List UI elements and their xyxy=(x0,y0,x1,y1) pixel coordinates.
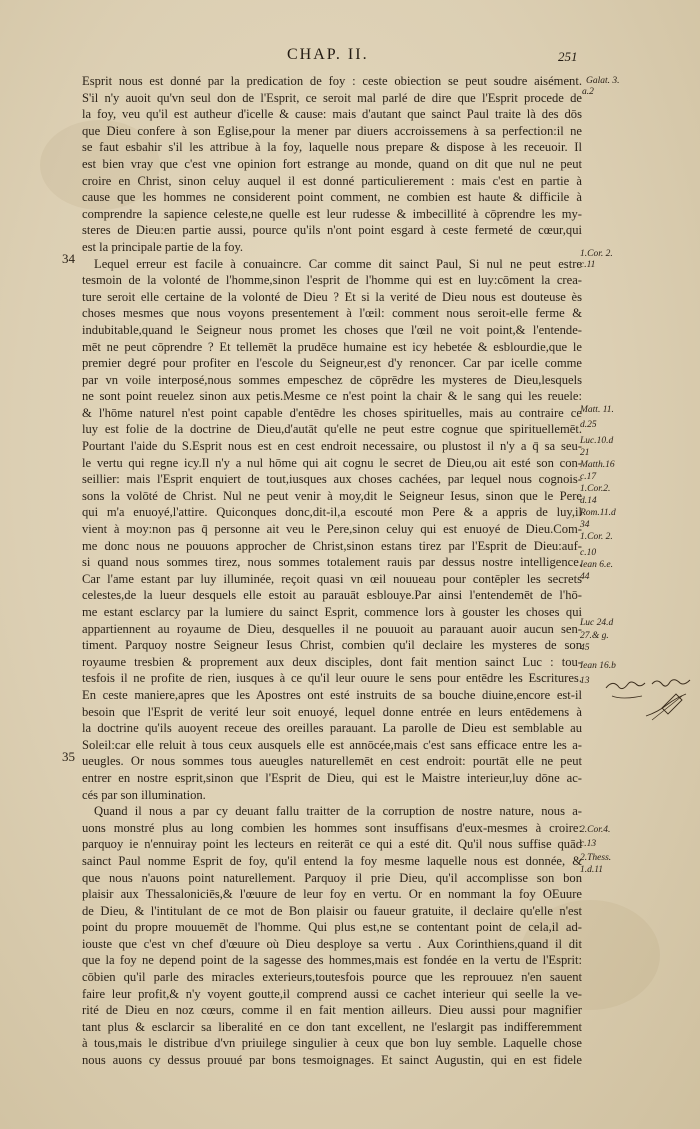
margin-note: Galat. 3. xyxy=(586,76,620,86)
text-line: premier degré pour profiter en l'escole du Seigneur,est d'y renoncer. Car par icelle comme xyxy=(82,356,582,371)
margin-note: d.14 xyxy=(580,496,597,506)
text-line: Pourtant l'aide du S.Esprit nous est en cest endroit necessaire, ou plustost il n'y a q̄ sa seu- xyxy=(82,439,582,454)
text-line: tant plus & esclarcir sa liberalité en ce don tant excellent, ne l'eslargit pas indifferemment xyxy=(82,1019,582,1034)
text-line: sainct Paul nomme Esprit de foy, qu'il entend la foy mesme laquelle nous est donnée, & xyxy=(82,853,582,868)
margin-note: 13 xyxy=(580,676,590,686)
margin-note: 1.Cor. 2. xyxy=(580,532,613,542)
margin-note: 21 xyxy=(580,448,590,458)
margin-note: a.2 xyxy=(582,87,594,97)
text-line: que nous n'auons point naturellement. Parquoy il prie Dieu, qu'il accomplisse son bon xyxy=(82,870,582,885)
text-line: Quand il nous a par cy deuant fallu traitter de la corruption de nostre nature, nous a- xyxy=(94,804,582,819)
text-line: que la foy ne depend point de la sagesse des hommes,mais est fondée en la vertu de l'Esprit: xyxy=(82,953,582,968)
running-head: CHAP. II. xyxy=(287,46,369,63)
text-line: cés par son illumination. xyxy=(82,787,206,802)
margin-note: Luc.10.d xyxy=(580,436,614,446)
margin-note: Rom.11.d xyxy=(580,508,616,518)
text-line: tesmoin de la volonté de l'homme,sinon l'esprit de l'homme qui est en luy:cōment la crea- xyxy=(82,273,582,288)
text-line: & l'hōme naturel n'est point capable d'entēdre les choses spirituelles, mais au contraire ce xyxy=(82,405,582,420)
text-line: croire en Christ, sinon celuy auquel il est donné particulierement : mais c'est en partie à xyxy=(82,173,582,188)
text-line: cause que les hommes ne considerent point comment, ne combien est haute & difficile à xyxy=(82,190,582,205)
text-line: iouste que c'est vn chef d'œuure où Dieu desploye sa vertu . Aux Corinthiens,quand il dit xyxy=(82,936,582,951)
text-line: Esprit nous est donné par la predication de foy : ceste obiection se peut soudre aisément. xyxy=(82,74,582,88)
text-line: me donc nous ne pouuons approcher de Christ,sinon estans tirez par l'Esprit de Dieu:auf- xyxy=(82,538,582,553)
margin-note: Matth.16 xyxy=(580,460,615,470)
handwritten-annotation-icon xyxy=(602,668,698,728)
text-line: de Dieu, & l'intitulant de ce mot de Bon plaisir ou faueur gratuite, il declaire qu'elle n'est xyxy=(82,903,582,918)
text-line: timent. Parquoy nostre Seigneur Iesus Christ, combien qu'il declaire les mysteres de son xyxy=(82,638,582,653)
text-line: En ceste maniere,apres que les Apostres ont esté instruits de sa bouche diuine,encore est-il xyxy=(82,687,582,702)
margin-note: c.11 xyxy=(580,260,596,270)
text-line: S'il n'y auoit qu'vn seul don de l'Esprit, ce seroit mal parlé de dire que l'Esprit procede de xyxy=(82,90,582,105)
text-line: plaisir aux Thessaloniciēs,& l'œuure de leur foy en vertu. Or en nommant la foy OEuure xyxy=(82,887,582,902)
text-line: sons la volōté de Christ. Nul ne peut venir à moy,dit le Seigneur Iesus, sinon que le Pere xyxy=(82,488,582,503)
text-line: le vertu qui regne icy.Il n'y a nul hōme qui ait cognu le secret de Dieu,ou ait esté son con- xyxy=(82,455,582,470)
text-line: indubitable,quand le Seigneur nous promet les choses que l'œil ne voit point,& l'entende- xyxy=(82,322,582,337)
text-line: vient à moy:non pas q̄ personne ait veu le Pere,sinon celuy qui est enuoyé de Dieu.Com- xyxy=(82,522,582,537)
margin-note: Iean 16.b xyxy=(580,661,616,671)
text-line: faire leur profit,& n'y voyent goutte,il comprend aussi ce cachet interieur qui seelle la ve- xyxy=(82,986,582,1001)
text-line: royaume tresbien & proprement aux deux disciples, dont fait mention sainct Luc : tou- xyxy=(82,654,582,669)
margin-note: c.17 xyxy=(580,472,597,482)
text-line: mēt ne peut cōprendre ? Et tellemēt la prudēce humaine est icy hebetée & esblourdie,que le xyxy=(82,339,582,354)
text-line: par vn voile interposé,nous sommes empeschez de cōprēdre les mysteres de Dieu,lesquels xyxy=(82,372,582,387)
text-line: nous auons cy dessus prouué par bons tesmoignages. Et sainct Augustin, qui en est fidele xyxy=(82,1053,582,1068)
margin-note: d.25 xyxy=(580,420,597,430)
margin-note: Iean 6.e. xyxy=(580,560,613,570)
body-text xyxy=(82,73,582,1069)
text-line: est bien vray que c'est vne opinion fort estrange au monde, quand on dit que nul ne peut xyxy=(82,156,582,171)
page-header xyxy=(0,46,700,70)
margin-note: 1.d.11 xyxy=(580,865,604,875)
text-line: entrer en nostre esprit,sinon que l'Esprit de Dieu, qui est le Maistre interieur,luy dōne ac- xyxy=(82,770,582,785)
margin-note: Matt. 11. xyxy=(580,405,614,415)
text-line: besoin que l'Esprit de verité leur soit enuoyé, lequel donne entrée en leurs entēdemens à xyxy=(82,704,582,719)
text-line: point du propre mouuemēt de l'homme. Qui plus est,ne se contentant point de cela,il ad- xyxy=(82,920,582,935)
text-line: la foy, veu qu'il est autheur d'icelle & cause: mais d'autant que sainct Paul traite là des dōs xyxy=(82,107,582,122)
text-line: ueugles. Or nous sommes tous aueugles naturellemēt en cest endroit: pourtāt elle ne peut xyxy=(82,754,582,769)
text-line: rité de Dieu en noz cœurs, comme il en fait mention ailleurs. Dieu aussi pour magnifier xyxy=(82,1003,582,1018)
text-line: parquoy ie n'ennuiray point les lecteurs en reiterāt ce qui a esté dit. Qu'il nous suffise quād xyxy=(82,837,582,852)
text-line: Car l'ame estant par luy illuminée, reçoit quasi vn œil nouueau pour contēpler les secrets xyxy=(82,571,582,586)
margin-note: Luc 24.d xyxy=(580,618,614,628)
text-line: est la principale partie de la foy. xyxy=(82,239,244,254)
margin-note: 2.Thess. xyxy=(580,853,612,863)
margin-note: 1.Cor.2. xyxy=(580,484,611,494)
margin-note: 45 xyxy=(580,643,590,653)
paragraph-number: 35 xyxy=(62,749,75,764)
text-line: que Dieu confere à son Eglise,pour la mener par diuers accroissemens à sa perfection:il ne xyxy=(82,123,582,138)
margin-note: 2.Cor.4. xyxy=(580,825,611,835)
text-line: Soleil:car elle reluit à tous ceux ausquels elle est annōcée,mais c'est sans efficace entre les a- xyxy=(82,737,582,752)
text-line: appartiennent au royaume de Dieu, desquelles il ne pouuoit au parauant auoir aucun sen- xyxy=(82,621,582,636)
paragraph-number: 34 xyxy=(62,251,75,266)
text-line: celestes,de la lueur desquels elle estoit au parauāt esblouye.Par ainsi l'entendemēt de l'hō- xyxy=(82,588,582,603)
text-line: Lequel erreur est facile à conuaincre. Car comme dit sainct Paul, Si nul ne peut estre xyxy=(94,256,582,271)
page-number: 251 xyxy=(558,49,578,64)
margin-note: c.10 xyxy=(580,548,597,558)
text-line: seillier: mais l'Esprit enquiert de tout,iusques aux choses cachées, par lequel nous cognois- xyxy=(82,472,582,487)
text-line: tesfois il ne profite de rien, iusques à ce qu'il leur ouure le sens pour entēdre les Escritures. xyxy=(82,671,582,686)
text-line: si quand nous sommes tirez, nous sommes totalement rauis par dessus nostre intelligence. xyxy=(82,555,582,570)
text-line: ture seroit elle certaine de la volonté de Dieu ? Et si la verité de Dieu nous est douteuse ès xyxy=(82,289,582,304)
text-line: qui m'a enuoyé,l'attire. Quiconques donc,dit-il,a escouté mon Pere & a appris de luy,il xyxy=(82,505,582,520)
text-line: cōbien qu'il parle des miracles exterieurs,toutesfois pource que les reprouuez n'en sauent xyxy=(82,970,582,985)
text-line: à tous,mais le distribue d'vn priuilege singulier à ceux que bon luy semble. Laquelle chose xyxy=(82,1036,582,1051)
text-line: uons monstré plus au long combien les hommes sont insuffisans d'eux-mesmes à croire: xyxy=(82,820,582,835)
margin-note: 44 xyxy=(580,572,590,582)
text-line: luy est folie de la doctrine de Dieu,d'autāt qu'elle ne peut estre cognue que spirituellemēt. xyxy=(82,422,582,437)
text-line: comprendre la sapience celeste,ne quelle est leur rudesse & imbecillité à cōprendre les my- xyxy=(82,206,582,221)
text-line: steres de Dieu:en partie aussi, pource qu'ils n'ont point esgard à ceste fermeté de cœur,qui xyxy=(82,223,582,238)
margin-note: 34 xyxy=(580,520,590,530)
text-line: choses mesmes que nous voyons presentement à l'œil: comment nous seroit-elle ferme & xyxy=(82,306,582,321)
text-line: la doctrine qu'ils auoyent receue des oreilles parauant. La parolle de Dieu est semblable au xyxy=(82,721,582,736)
text-line: me estant esclarcy par la lumiere du sainct Esprit, commence lors à gouster les choses qui xyxy=(82,605,582,619)
text-line: ne sont point reuelez sinon aux petis.Mesme ce n'est point la chair & le sang qui les reuele: xyxy=(82,389,582,404)
margin-note: 1.Cor. 2. xyxy=(580,249,613,259)
text-line: se faut esbahir s'il les attribue à la foy, laquelle nous prepare & dispose à les receuoir. Il xyxy=(82,140,582,155)
margin-note: 27.& g. xyxy=(580,631,609,641)
margin-note: c.13 xyxy=(580,839,597,849)
